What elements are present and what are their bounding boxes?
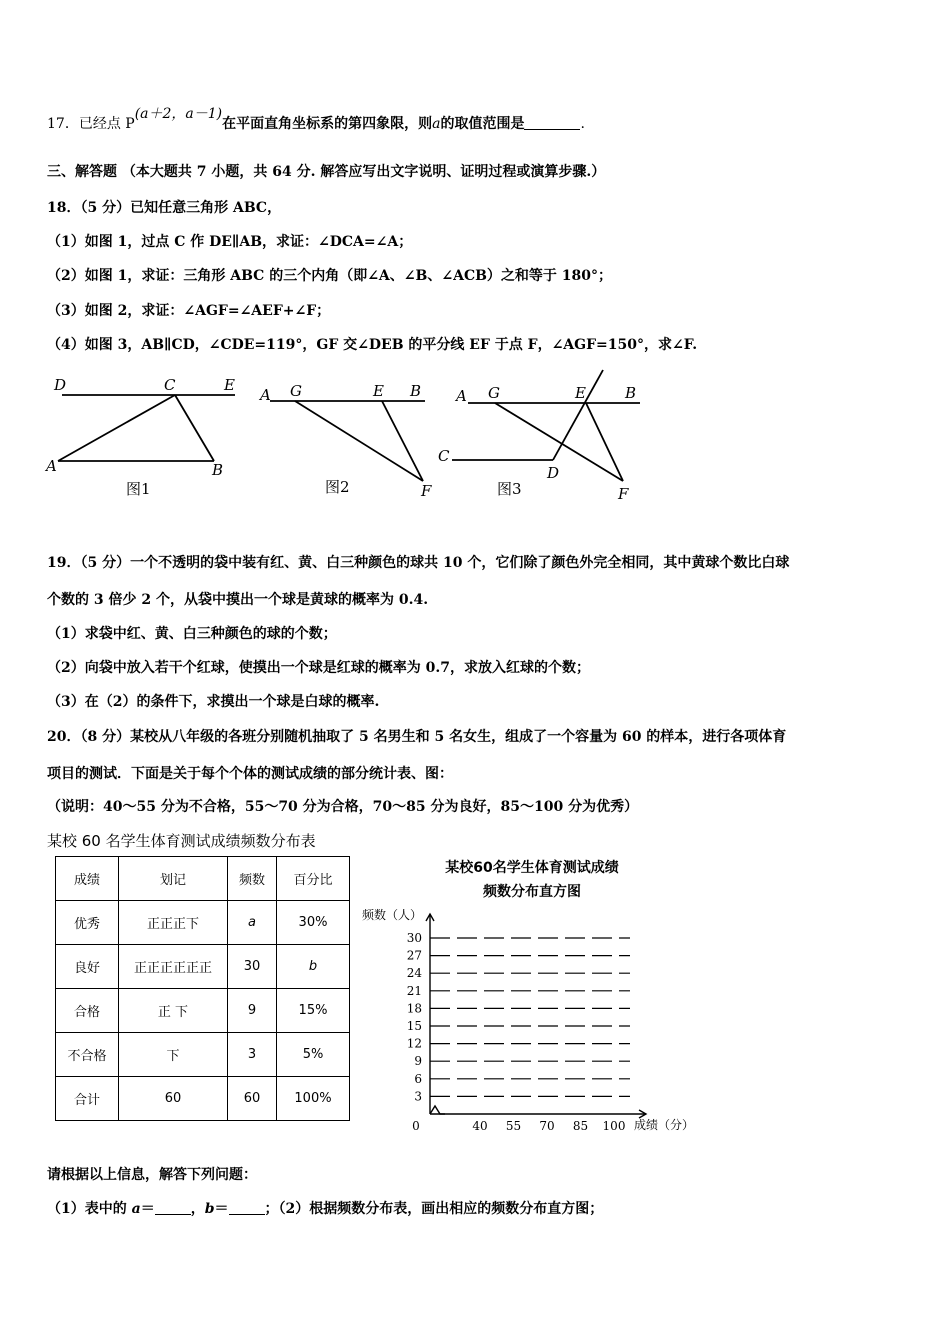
- figure-1: [58, 395, 235, 461]
- table-cell: 正正正正正正: [119, 945, 228, 989]
- q17-var-a: a: [432, 116, 441, 132]
- table-cell: 60: [119, 1077, 228, 1121]
- table-cell: 正正正下: [119, 901, 228, 945]
- table-header-row: [56, 857, 350, 901]
- q20-blank-b[interactable]: [229, 1200, 265, 1215]
- x-axis-label: 成绩（分）: [634, 1118, 695, 1132]
- fig1-line-ca: [58, 395, 175, 461]
- q17-end: .: [580, 116, 585, 132]
- question-17: [47, 106, 585, 134]
- q18-part2: （2）如图 1，求证：三角形 ABC 的三个内角（即∠A、∠B、∠ACB）之和等于 180°；: [47, 268, 613, 284]
- table-cell: 合格: [56, 989, 119, 1033]
- table-cell: a: [228, 901, 277, 945]
- table-cell: 15%: [277, 989, 350, 1033]
- fig2-label-f: F: [421, 482, 432, 500]
- y-tick-label: 12: [406, 1036, 422, 1051]
- y-tick-label: 9: [414, 1054, 422, 1069]
- fig3-label-b: B: [625, 384, 637, 402]
- q20-part1-2: [47, 1199, 603, 1219]
- table-header: 频数: [228, 857, 277, 901]
- q20-stem-b: 项目的测试．下面是关于每个个体的测试成绩的部分统计表、图：: [47, 766, 453, 782]
- fig3-label-g: G: [488, 384, 500, 402]
- q20-eq-b: ＝: [214, 1201, 229, 1217]
- fig3-caption: 图3: [497, 480, 522, 498]
- table-cell: 合计: [56, 1077, 119, 1121]
- q17-prefix: 17．已经点 P: [47, 116, 135, 132]
- table-cell: 9: [228, 989, 277, 1033]
- figure-3: [452, 370, 640, 481]
- q20-sep: ，: [190, 1201, 205, 1217]
- table-cell: 下: [119, 1033, 228, 1077]
- fig1-label-e: E: [224, 376, 235, 394]
- fig1-line-cb: [175, 395, 214, 461]
- table-cell: 30%: [277, 901, 350, 945]
- q20-ask: 请根据以上信息，解答下列问题：: [47, 1167, 257, 1183]
- q19-part3: （3）在（2）的条件下，求摸出一个球是白球的概率.: [47, 694, 380, 710]
- y-axis-label: 频数（人）: [362, 908, 423, 922]
- y-tick-label: 18: [406, 1001, 422, 1016]
- chart-title: 某校60名学生体育测试成绩: [445, 860, 619, 876]
- q20-p1-prefix: （1）表中的: [47, 1201, 132, 1217]
- q19-part2: （2）向袋中放入若干个红球，使摸出一个球是红球的概率为 0.7，求放入红球的个数；: [47, 660, 590, 676]
- chart-subtitle: 频数分布直方图: [483, 884, 581, 900]
- q19-stem-a: 19．（5 分）一个不透明的袋中装有红、黄、白三种颜色的球共 10 个，它们除了颜色外完全相同，其中黄球个数比白球: [47, 555, 790, 571]
- table-title: 某校 60 名学生体育测试成绩频数分布表: [47, 832, 316, 850]
- q17-suffix: 的取值范围是: [440, 116, 525, 132]
- table-header: 百分比: [277, 857, 350, 901]
- y-tick-label: 24: [406, 966, 422, 981]
- table-cell: 3: [228, 1033, 277, 1077]
- q17-point-coordinates: (a＋2，a－1): [134, 106, 223, 122]
- fig3-label-d: D: [547, 464, 560, 482]
- section-3-heading: 三、解答题 （本大题共 7 小题，共 64 分. 解答应写出文字说明、证明过程或演算步骤.）: [47, 164, 606, 180]
- q20-p1-end: ；（2）根据频数分布表，画出相应的频数分布直方图；: [264, 1201, 604, 1217]
- x-tick-label: 40: [472, 1119, 488, 1133]
- table-cell: 正 下: [119, 989, 228, 1033]
- y-tick-label: 21: [406, 983, 422, 998]
- q20-stem-a: 20．（8 分）某校从八年级的各班分别随机抽取了 5 名男生和 5 名女生，组成了一个容量为 60 的样本，进行各项体育: [47, 729, 787, 745]
- table-cell: b: [277, 945, 350, 989]
- table-row: [56, 989, 350, 1033]
- fig2-label-b: B: [410, 382, 422, 400]
- fig3-label-a: A: [456, 387, 467, 405]
- q18-stem: 18．（5 分）已知任意三角形 ABC，: [47, 200, 282, 216]
- q17-middle: 在平面直角坐标系的第四象限，则: [222, 116, 433, 132]
- fig2-label-e: E: [373, 382, 384, 400]
- table-row: [56, 1077, 350, 1121]
- table-cell: 优秀: [56, 901, 119, 945]
- fig1-label-b: B: [212, 461, 224, 479]
- fig1-label-a: A: [46, 457, 57, 475]
- fig3-label-f: F: [618, 485, 629, 503]
- y-tick-label: 30: [406, 931, 422, 945]
- x-tick-label: 85: [572, 1119, 589, 1133]
- table-row: [56, 1033, 350, 1077]
- q18-part4: （4）如图 3，AB∥CD，∠CDE=119°，GF 交∠DEB 的平分线 EF 于点 F，∠AGF=150°，求∠F.: [47, 337, 698, 353]
- fig2-caption: 图2: [325, 478, 350, 496]
- y-tick-label: 15: [406, 1019, 422, 1033]
- q20-note: （说明：40～55 分为不合格，55～70 分为合格，70～85 分为良好，85～100 分为优秀）: [47, 799, 639, 815]
- q20-eq-a: ＝: [140, 1201, 155, 1217]
- geometry-figures: [40, 368, 660, 508]
- table-header: 成绩: [56, 857, 119, 901]
- axis-break: [430, 1106, 445, 1114]
- y-tick-label: 6: [414, 1071, 422, 1086]
- fig3-label-e: E: [575, 384, 586, 402]
- histogram-chart: [360, 852, 710, 1137]
- table-cell: 不合格: [56, 1033, 119, 1077]
- table-cell: 良好: [56, 945, 119, 989]
- figure-2: [270, 401, 425, 481]
- table-row: [56, 901, 350, 945]
- frequency-table: [55, 856, 350, 1121]
- q18-part1: （1）如图 1，过点 C 作 DE∥AB，求证：∠DCA=∠A；: [47, 234, 413, 250]
- table-header: 划记: [119, 857, 228, 901]
- x-tick-label: 55: [505, 1119, 522, 1133]
- fig1-label-c: C: [164, 376, 176, 394]
- fig2-line-gf: [295, 401, 423, 481]
- fig2-label-a: A: [260, 386, 271, 404]
- table-cell: 60: [228, 1077, 277, 1121]
- x-tick-label: 0: [412, 1119, 420, 1133]
- y-tick-label: 27: [406, 948, 422, 963]
- q19-stem-b: 个数的 3 倍少 2 个，从袋中摸出一个球是黄球的概率为 0.4.: [47, 592, 429, 608]
- q18-part3: （3）如图 2，求证：∠AGF=∠AEF+∠F；: [47, 303, 331, 319]
- fig1-caption: 图1: [126, 480, 151, 498]
- table-row: [56, 945, 350, 989]
- table-cell: 30: [228, 945, 277, 989]
- table-cell: 5%: [277, 1033, 350, 1077]
- q17-answer-blank[interactable]: [524, 115, 580, 130]
- fig2-label-g: G: [290, 382, 302, 400]
- y-tick-label: 3: [414, 1089, 422, 1104]
- x-tick-label: 100: [602, 1119, 626, 1133]
- fig1-label-d: D: [54, 376, 67, 394]
- q20-var-a: a: [131, 1201, 141, 1217]
- x-tick-label: 70: [539, 1119, 555, 1133]
- q20-var-b: b: [204, 1201, 215, 1217]
- q20-blank-a[interactable]: [155, 1200, 191, 1215]
- fig3-label-c: C: [438, 447, 450, 465]
- table-cell: 100%: [277, 1077, 350, 1121]
- q19-part1: （1）求袋中红、黄、白三种颜色的球的个数；: [47, 626, 337, 642]
